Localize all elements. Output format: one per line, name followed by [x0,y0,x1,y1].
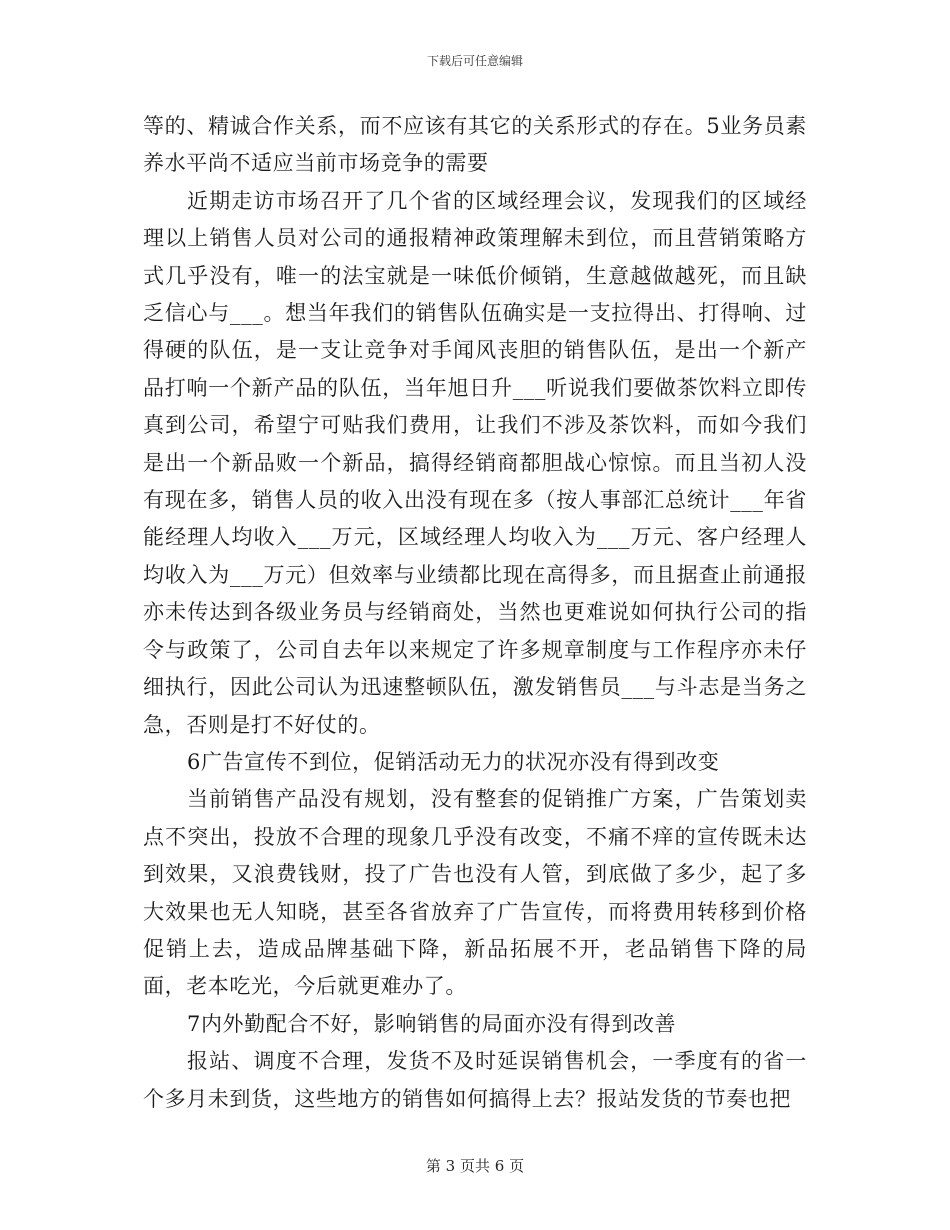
section-heading-6: 6广告宣传不到位，促销活动无力的状况亦没有得到改变 [187,749,720,774]
paragraph-1: 等的、精诚合作关系，而不应该有其它的关系形式的存在。5业务员素养水平尚不适应当前市场竞争的需要 [143,114,807,176]
page-header: 下载后可任意编辑 [426,54,523,68]
paragraph-4: 当前销售产品没有规划，没有整套的促销推广方案，广告策划卖点不突出，投放不合理的现象几乎没有改变，不痛不痒的宣传既未达到效果，又浪费钱财，投了广告也没有人管，到底做了多少，起了多大效果也无人知晓，甚至各省放弃了广告宣传，而将费用转移到价格促销上去，造成品牌基础下降，新品拓展不开，老品销售下降的局面，老本吃光，今后就更难办了。 [143,787,807,999]
section-heading-7: 7内外勤配合不好，影响销售的局面亦没有得到改善 [187,1011,677,1036]
paragraph-6: 报站、调度不合理，发货不及时延误销售机会，一季度有的省一个多月未到货，这些地方的销售如何搞得上去？报站发货的节奏也把 [143,1049,807,1111]
paragraph-2: 近期走访市场召开了几个省的区域经理会议，发现我们的区域经理以上销售人员对公司的通报精神政策理解未到位，而且营销策略方式几乎没有，唯一的法宝就是一味低价倾销，生意越做越死，而且缺乏信心与___。想当年我们的销售队伍确实是一支拉得出、打得响、过得硬的队伍，是一支让竞争对手闻风丧胆的销售队伍，是出一个新产品打响一个新产品的队伍，当年旭日升___听说我们要做茶饮料立即传真到公司，希望宁可贴我们费用，让我们不涉及茶饮料，而如今我们是出一个新品败一个新品，搞得经销商都胆战心惊惊。而且当初人没有现在多，销售人员的收入出没有现在多（按人事部汇总统计___年省能经理人均收入___万元，区域经理人均收入为___万元、客户经理人均收入为___万元）但效率与业绩都比现在高得多，而且据查止前通报亦未传达到各级业务员与经销商处，当然也更难说如何执行公司的指令与政策了，公司自去年以来规定了许多规章制度与工作程序亦未仔细执行，因此公司认为迅速整顿队伍，激发销售员___与斗志是当务之急，否则是打不好仗的。 [143,188,807,737]
document-body [143,108,807,1118]
page-footer: 第 3 页共 6 页 [425,1157,525,1175]
